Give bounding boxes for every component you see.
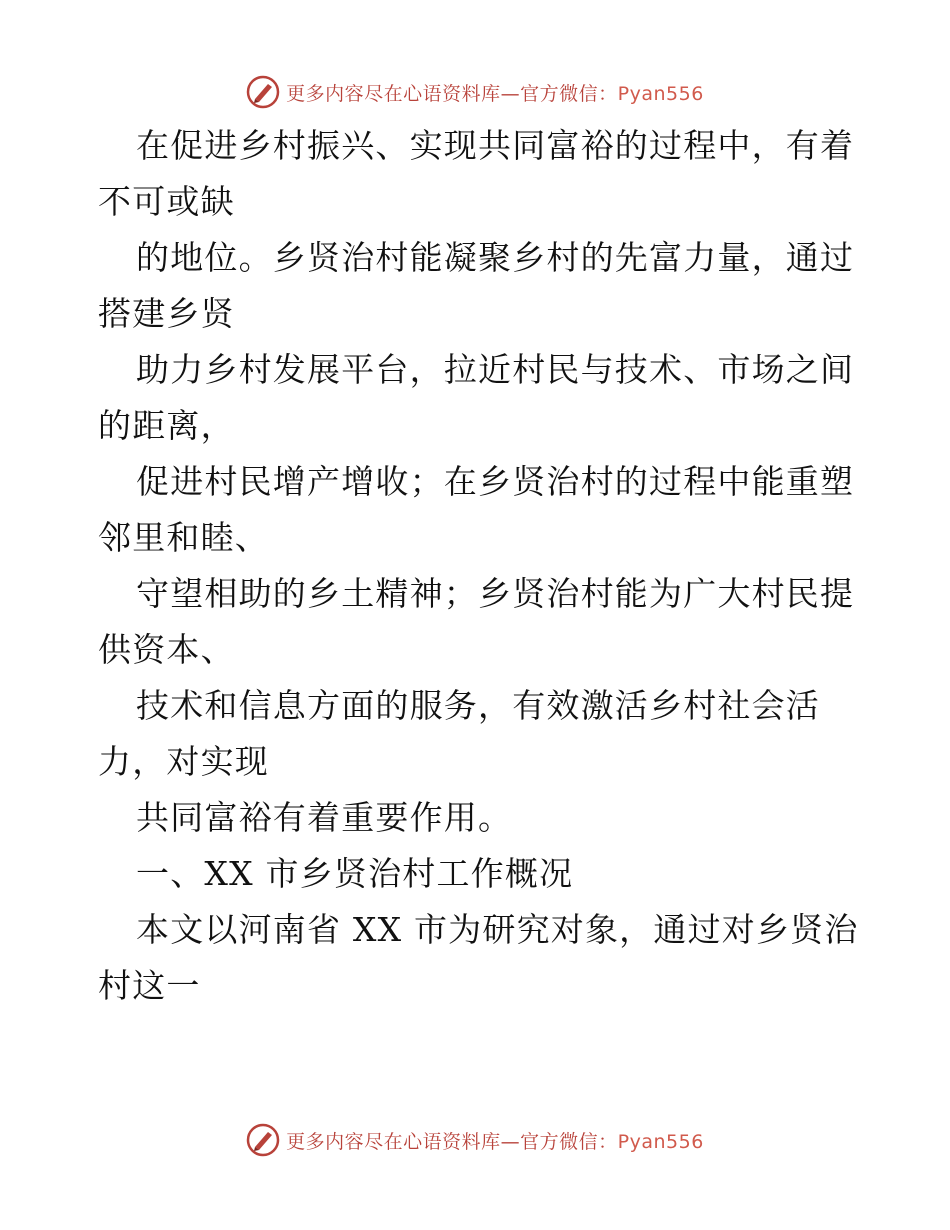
paragraph-line: 力，对实现	[98, 742, 269, 781]
paragraph-line: 的地位。乡贤治村能凝聚乡村的先富力量，通过	[136, 238, 855, 277]
paragraph	[98, 118, 858, 230]
paragraph-line: 供资本、	[98, 630, 235, 669]
document-body	[98, 118, 858, 1014]
paragraph-line: 守望相助的乡土精神；乡贤治村能为广大村民提	[136, 574, 855, 613]
watermark-wechat-id: Pyan556	[617, 1130, 704, 1153]
paragraph-line: 村这一	[98, 966, 201, 1005]
paragraph-line: 搭建乡贤	[98, 294, 235, 333]
paragraph	[98, 342, 858, 454]
writing-pen-logo-icon	[246, 1123, 280, 1157]
paragraph-line: 技术和信息方面的服务，有效激活乡村社会活	[136, 686, 820, 725]
paragraph	[98, 790, 858, 846]
footer-watermark	[0, 1120, 950, 1160]
paragraph-line: 不可或缺	[98, 182, 235, 221]
paragraph-line: 在促进乡村振兴、实现共同富裕的过程中，有着	[136, 126, 855, 165]
watermark-brand: 更多内容尽在心语资料库—官方微信：	[286, 82, 618, 105]
writing-pen-logo-icon	[246, 75, 280, 109]
paragraph-line: 助力乡村发展平台，拉近村民与技术、市场之间	[136, 350, 855, 389]
paragraph-line: 共同富裕有着重要作用。	[136, 798, 513, 837]
paragraph	[98, 902, 858, 1014]
header-watermark	[0, 72, 950, 112]
paragraph	[98, 678, 858, 790]
paragraph-line: 的距离，	[98, 406, 235, 445]
paragraph	[98, 454, 858, 566]
watermark-brand: 更多内容尽在心语资料库—官方微信：	[286, 1130, 618, 1153]
section-heading-text: 一、XX 市乡贤治村工作概况	[136, 854, 574, 893]
paragraph	[98, 566, 858, 678]
paragraph-line: 本文以河南省 XX 市为研究对象，通过对乡贤治	[136, 910, 859, 949]
watermark-wechat-id: Pyan556	[617, 82, 704, 105]
section-heading	[98, 846, 858, 902]
paragraph-line: 促进村民增产增收；在乡贤治村的过程中能重塑	[136, 462, 855, 501]
paragraph-line: 邻里和睦、	[98, 518, 269, 557]
paragraph	[98, 230, 858, 342]
